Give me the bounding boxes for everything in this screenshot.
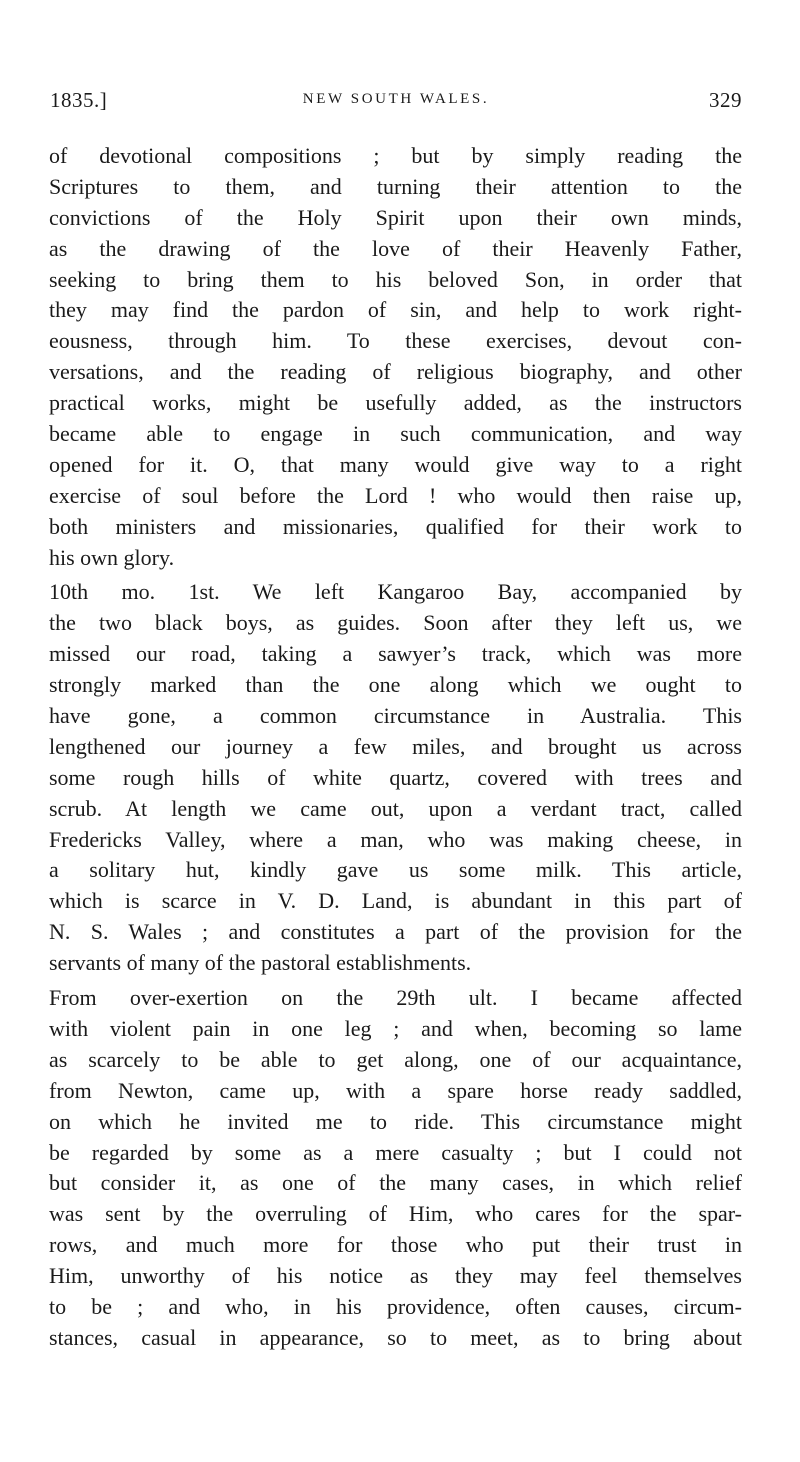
text-line: his own glory. bbox=[49, 544, 175, 570]
text-line: but consider it, as one of the many cases, in which relief bbox=[49, 1170, 742, 1196]
text-line: seeking to bring them to his beloved Son, in order that bbox=[49, 266, 742, 292]
text-line: to be ; and who, in his providence, often causes, circum- bbox=[49, 1293, 742, 1319]
text-line: became able to engage in such communication, and way bbox=[49, 421, 742, 447]
paragraph bbox=[49, 577, 742, 979]
text-line: exercise of soul before the Lord ! who would then raise up, bbox=[49, 482, 742, 508]
paragraph bbox=[49, 141, 742, 573]
text-line: as the drawing of the love of their Heavenly Father, bbox=[49, 235, 742, 261]
text-line: rows, and much more for those who put their trust in bbox=[49, 1232, 742, 1258]
text-line: 10th mo. 1st. We left Kangaroo Bay, accompanied by bbox=[49, 579, 742, 605]
text-line: was sent by the overruling of Him, who cares for the spar- bbox=[49, 1201, 742, 1227]
text-line: some rough hills of white quartz, covered with trees and bbox=[49, 764, 742, 790]
text-line: the two black boys, as guides. Soon after they left us, we bbox=[49, 610, 742, 636]
text-line: be regarded by some as a mere casualty ; but I could not bbox=[49, 1139, 742, 1165]
text-line: a solitary hut, kindly gave us some milk. This article, bbox=[49, 857, 742, 883]
text-line: convictions of the Holy Spirit upon their own minds, bbox=[49, 204, 742, 230]
text-line: servants of many of the pastoral establishments. bbox=[49, 950, 472, 976]
text-line: on which he invited me to ride. This circumstance might bbox=[49, 1108, 742, 1134]
text-line: which is scarce in V. D. Land, is abundant in this part of bbox=[49, 888, 742, 914]
text-line: as scarcely to be able to get along, one of our acquaintance, bbox=[49, 1046, 742, 1072]
text-line: they may find the pardon of sin, and help to work right- bbox=[49, 297, 742, 323]
text-line: N. S. Wales ; and constitutes a part of the provision for the bbox=[49, 919, 742, 945]
text-line: strongly marked than the one along which we ought to bbox=[49, 672, 742, 698]
text-line: Fredericks Valley, where a man, who was making cheese, in bbox=[49, 826, 742, 852]
text-line: both ministers and missionaries, qualified for their work to bbox=[49, 513, 742, 539]
text-line: eousness, through him. To these exercises, devout con- bbox=[49, 328, 742, 354]
running-head bbox=[50, 88, 742, 118]
text-line: Scriptures to them, and turning their attention to the bbox=[49, 173, 742, 199]
text-line: from Newton, came up, with a spare horse ready saddled, bbox=[49, 1077, 742, 1103]
text-line: From over-exertion on the 29th ult. I became affected bbox=[49, 985, 742, 1011]
body-text bbox=[49, 141, 742, 1354]
text-line: have gone, a common circumstance in Australia. This bbox=[49, 703, 742, 729]
text-line: with violent pain in one leg ; and when, becoming so lame bbox=[49, 1015, 742, 1041]
text-line: scrub. At length we came out, upon a verdant tract, called bbox=[49, 795, 742, 821]
page-number: 329 bbox=[709, 88, 742, 112]
text-line: Him, unworthy of his notice as they may feel themselves bbox=[49, 1263, 742, 1289]
running-head-year: 1835.] bbox=[50, 88, 108, 112]
text-line: of devotional compositions ; but by simply reading the bbox=[49, 143, 742, 168]
text-line: missed our road, taking a sawyer’s track, which was more bbox=[49, 641, 742, 667]
running-head-title: NEW SOUTH WALES. bbox=[302, 91, 490, 107]
text-line: practical works, might be usefully added, as the instructors bbox=[49, 390, 742, 416]
text-line: lengthened our journey a few miles, and brought us across bbox=[49, 733, 742, 759]
text-line: versations, and the reading of religious biography, and other bbox=[49, 359, 742, 385]
paragraph bbox=[49, 983, 742, 1354]
text-line: opened for it. O, that many would give way to a right bbox=[49, 451, 742, 477]
text-line: stances, casual in appearance, so to meet, as to bring about bbox=[49, 1324, 742, 1350]
